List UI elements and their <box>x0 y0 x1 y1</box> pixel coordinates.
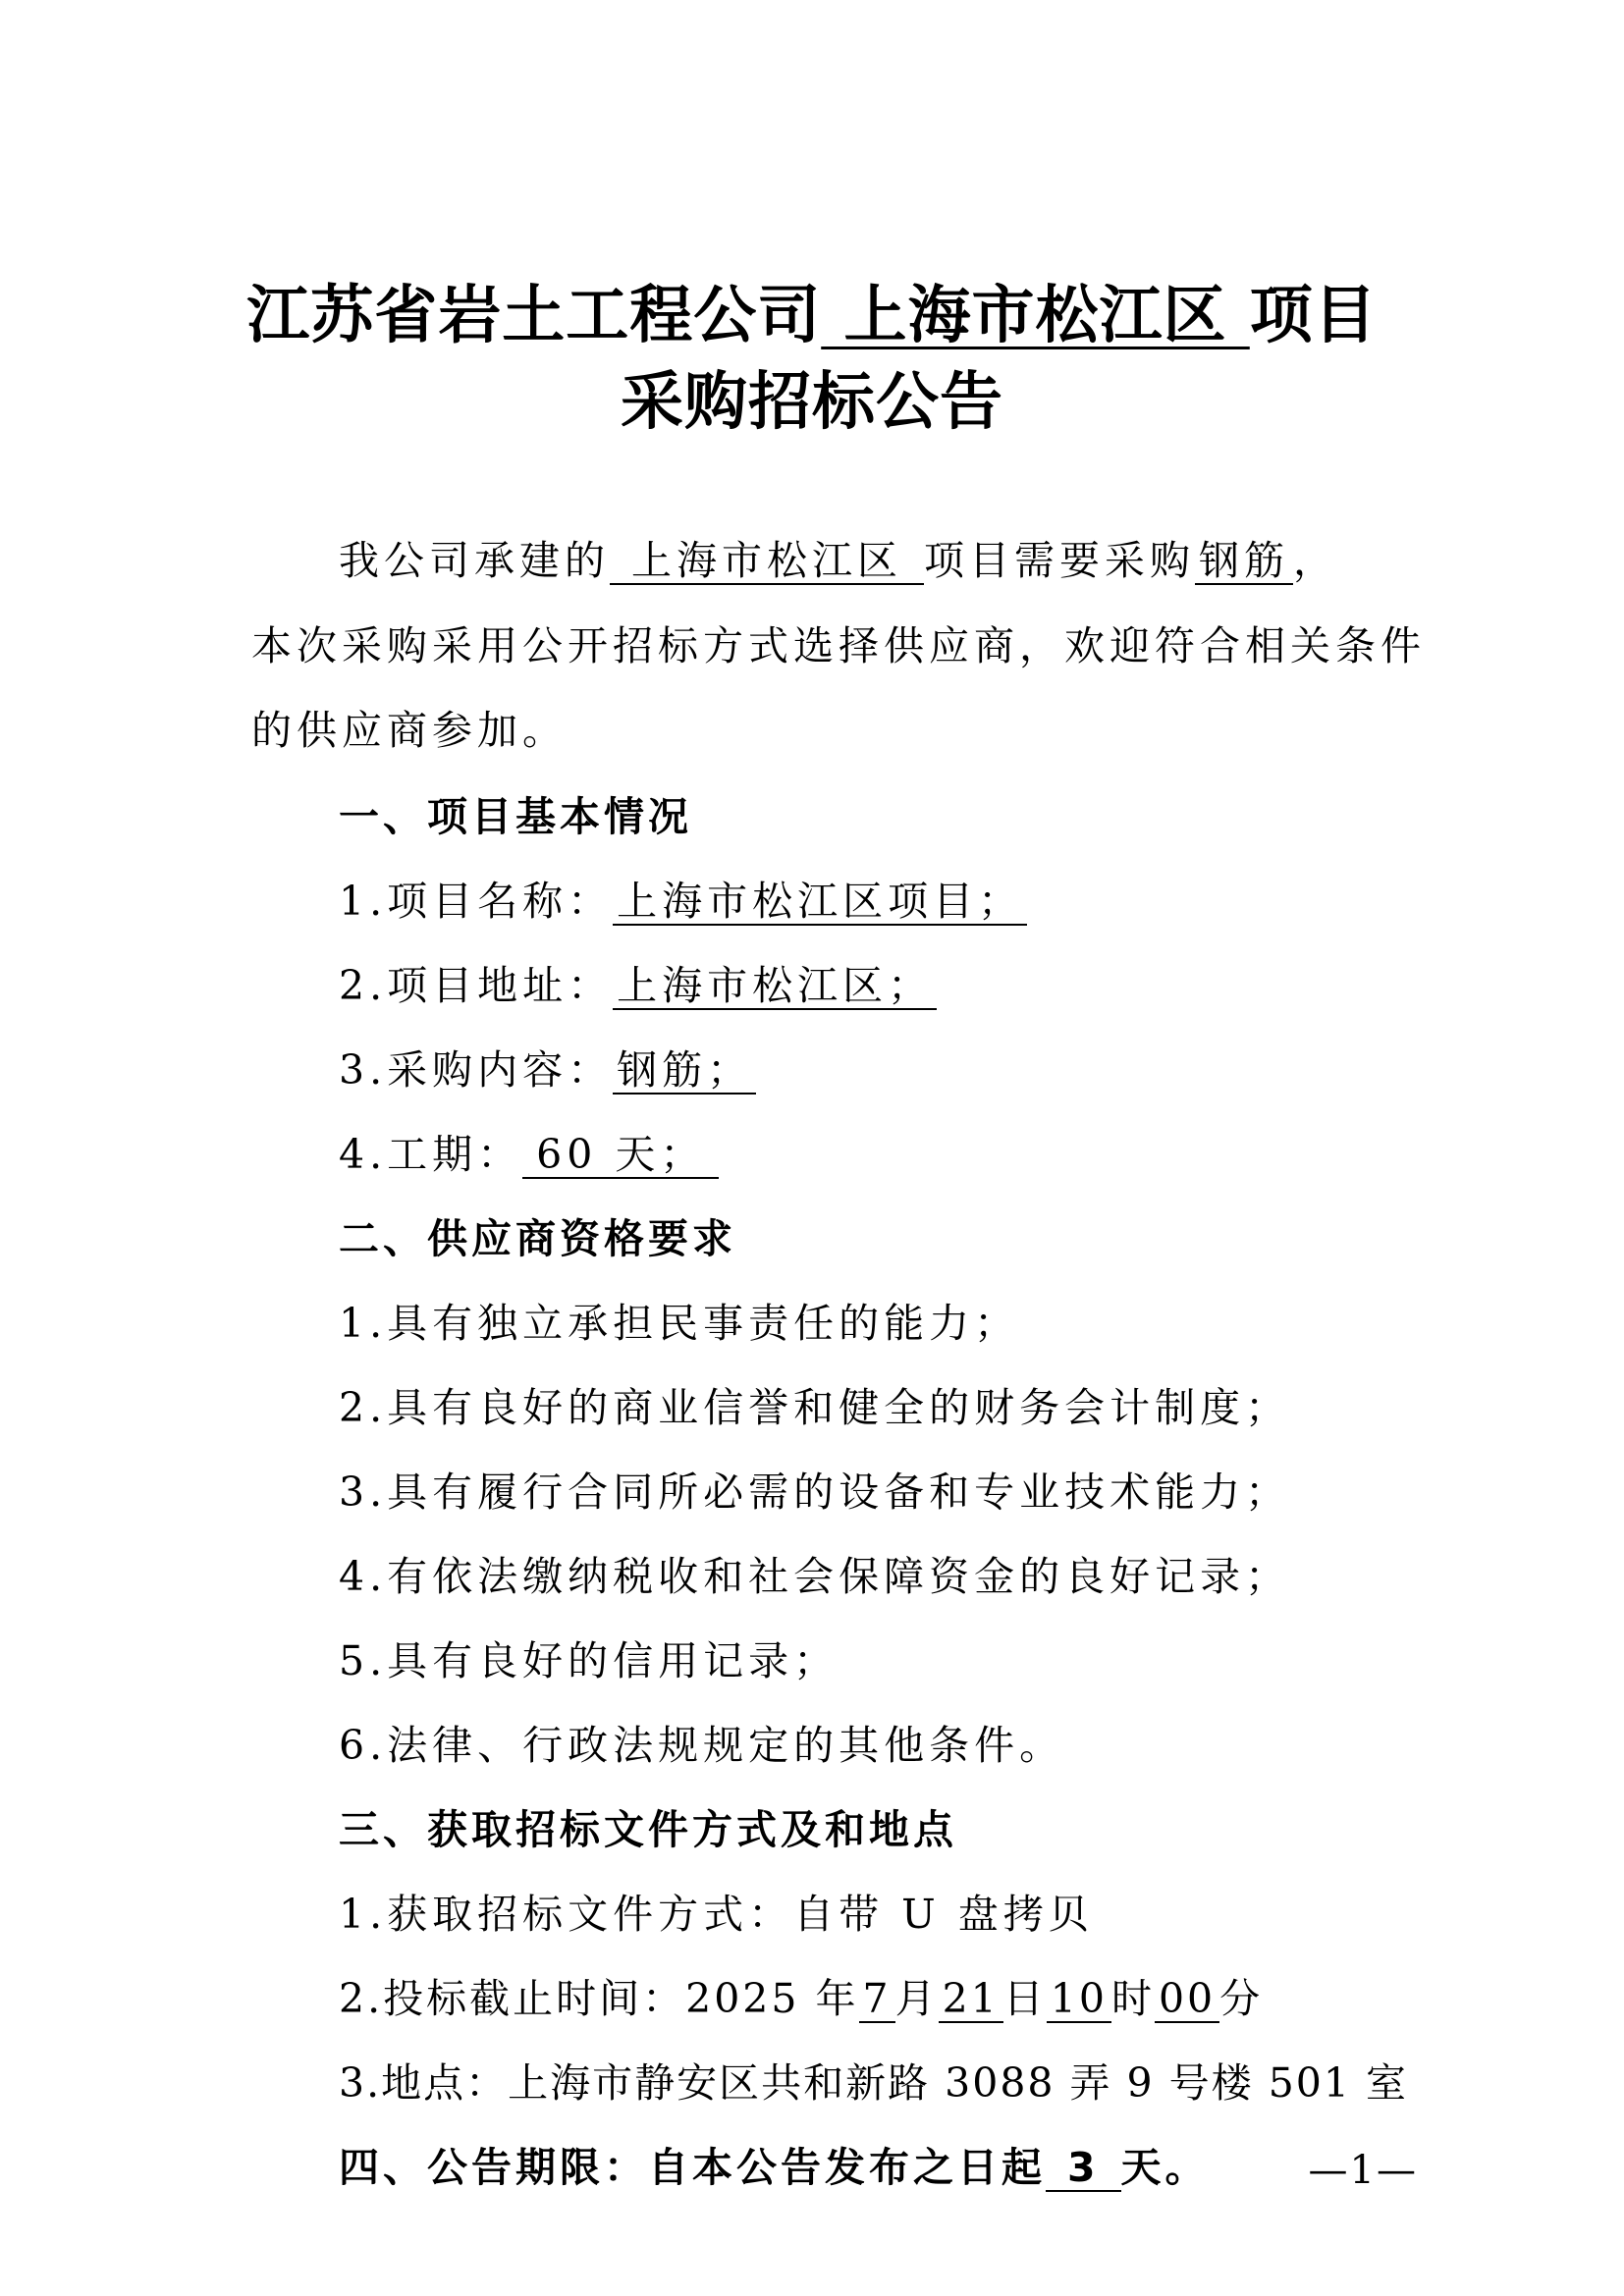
section2-item-1: 1.具有独立承担民事责任的能力； <box>339 1300 1020 1347</box>
title-line-1 <box>0 277 1624 355</box>
title-project-word: 项目 <box>1249 279 1378 352</box>
page-number: —1— <box>1308 2148 1418 2193</box>
deadline-minute-fill: 00 <box>1155 1976 1219 2023</box>
intro-line-2: 本次采购采用公开招标方式选择供应商，欢迎符合相关条件 <box>251 622 1426 669</box>
section1-item-1: 1.项目名称：上海市松江区项目； <box>339 876 1027 927</box>
section1-heading: 一、项目基本情况 <box>339 793 692 840</box>
intro-project-fill: 上海市松江区 <box>610 538 924 585</box>
section3-item-2: 2.投标截止时间：2025 年7月21日10时00分 <box>339 1975 1264 2022</box>
purchase-content-fill: 钢筋； <box>613 1047 756 1095</box>
deadline-hour-fill: 10 <box>1047 1976 1111 2023</box>
notice-days-fill: 3 <box>1046 2145 1121 2192</box>
title-line-2: 采购招标公告 <box>621 365 1003 439</box>
section2-item-5: 5.具有良好的信用记录； <box>339 1637 839 1684</box>
section2-item-4: 4.有依法缴纳税收和社会保障资金的良好记录； <box>339 1553 1291 1600</box>
intro-item-fill: 钢筋 <box>1195 538 1293 585</box>
project-address-fill: 上海市松江区； <box>613 963 937 1010</box>
title-project-fill: 上海市松江区 <box>843 279 1227 352</box>
intro-line-3: 的供应商参加。 <box>251 707 568 754</box>
section2-item-3: 3.具有履行合同所必需的设备和专业技术能力； <box>339 1468 1291 1516</box>
title-company: 江苏省岩土工程公司 <box>246 279 822 352</box>
deadline-day-fill: 21 <box>939 1976 1003 2023</box>
section1-item-4: 4.工期： 60 天； <box>339 1129 719 1180</box>
section3-heading: 三、获取招标文件方式及和地点 <box>339 1806 957 1853</box>
section2-item-2: 2.具有良好的商业信誉和健全的财务会计制度； <box>339 1384 1291 1431</box>
duration-fill: 60 天； <box>522 1132 719 1179</box>
section2-item-6: 6.法律、行政法规规定的其他条件。 <box>339 1722 1065 1769</box>
section4-line: 四、公告期限：自本公告发布之日起 3 天。 <box>339 2144 1210 2191</box>
section3-item-1: 1.获取招标文件方式：自带 U 盘拷贝 <box>339 1891 1094 1938</box>
intro-line-1: 我公司承建的 上海市松江区 项目需要采购钢筋， <box>339 537 1338 584</box>
deadline-month-fill: 7 <box>859 1976 895 2023</box>
section1-item-3: 3.采购内容：钢筋； <box>339 1044 756 1095</box>
project-name-fill: 上海市松江区项目； <box>613 879 1027 926</box>
section1-item-2: 2.项目地址：上海市松江区； <box>339 960 937 1011</box>
section3-item-3: 3.地点：上海市静安区共和新路 3088 弄 9 号楼 501 室 <box>339 2059 1408 2107</box>
section2-heading: 二、供应商资格要求 <box>339 1215 736 1262</box>
